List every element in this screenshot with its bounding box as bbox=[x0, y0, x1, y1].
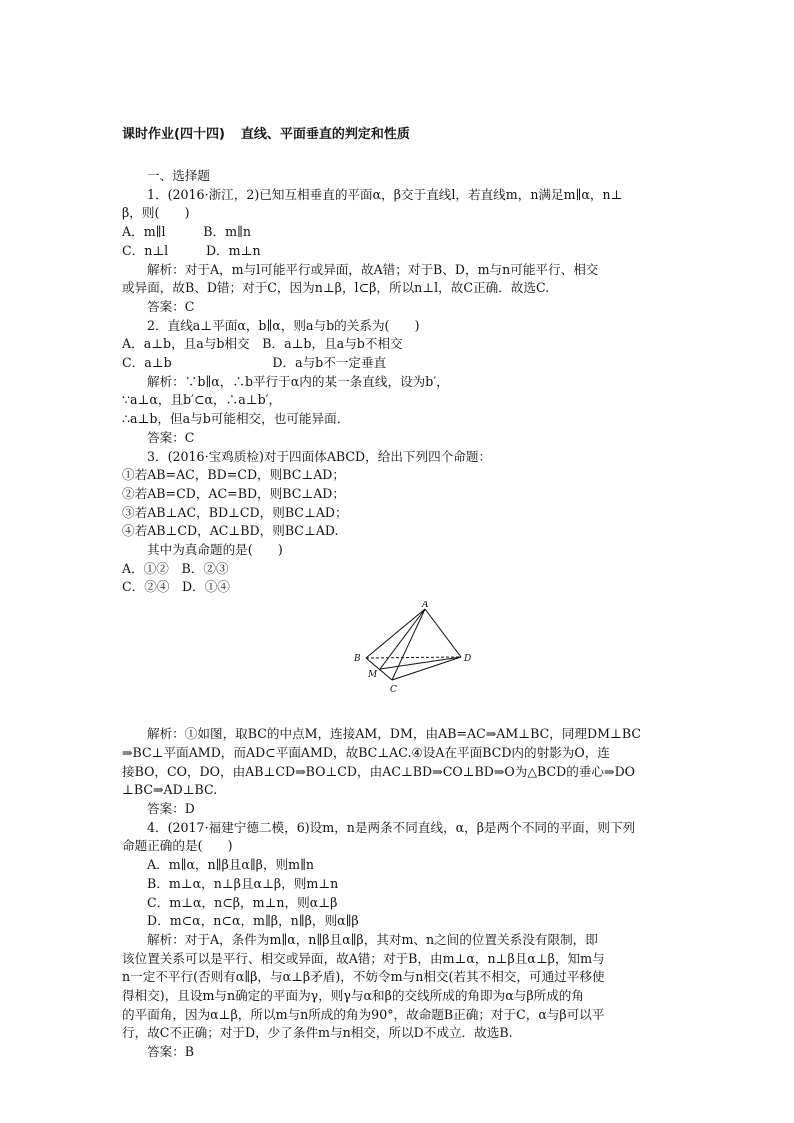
text-line: 命题正确的是( ) bbox=[122, 838, 233, 854]
label-C: C bbox=[390, 685, 397, 696]
text-line: 答案：B bbox=[147, 1044, 195, 1060]
edge-AC bbox=[392, 609, 425, 680]
label-A: A bbox=[422, 601, 429, 611]
text-line: A．m∥α，n∥β且α∥β，则m∥n bbox=[147, 857, 315, 873]
label-D: D bbox=[464, 654, 472, 665]
text-line: C．②④ D．①④ bbox=[122, 579, 230, 595]
document-body bbox=[122, 167, 676, 1062]
text-line: A．m∥l B．m∥n bbox=[122, 224, 251, 240]
questions-block-2 bbox=[122, 725, 676, 1062]
edge-AB bbox=[366, 609, 425, 658]
text-line: 解析：∵b∥α，∴b平行于α内的某一条直线，设为b′， bbox=[147, 373, 449, 389]
edge-CD bbox=[392, 657, 461, 680]
text-line: 解析：对于A，m与l可能平行或异面，故A错；对于B、D，m与n可能平行、相交 bbox=[147, 261, 599, 277]
text-line: ∵a⊥α，且b′⊂α，∴a⊥b′， bbox=[122, 392, 282, 408]
questions-block-1 bbox=[122, 167, 676, 597]
text-line: C．m⊥α，n⊂β，m⊥n，则α⊥β bbox=[147, 894, 338, 910]
text-line: 2．直线a⊥平面α，b∥α，则a与b的关系为( ) bbox=[147, 317, 420, 333]
text-line: 4．(2017·福建宁德二模，6)设m，n是两条不同直线，α，β是两个不同的平面，则下列 bbox=[147, 819, 636, 835]
text-line: 得相交)，且设m与n确定的平面为γ，则γ与α和β的交线所成的角即为α与β所成的角 bbox=[122, 988, 584, 1004]
text-line: ①若AB=AC，BD=CD，则BC⊥AD； bbox=[122, 467, 345, 483]
text-line: A．a⊥b，且a与b相交 B．a⊥b，且a与b不相交 bbox=[122, 336, 403, 352]
edge-AM bbox=[380, 609, 425, 669]
text-line: A．①② B．②③ bbox=[122, 560, 229, 576]
text-line: 行，故C不正确；对于D，少了条件m与n相交，所以D不成立．故选B. bbox=[122, 1025, 513, 1041]
text-line: 答案：C bbox=[147, 298, 195, 314]
text-line: C．n⊥l D．m⊥n bbox=[122, 242, 261, 258]
text-line: 的平面角，因为α⊥β，所以m与n所成的角为90°，故命题B正确；对于C，α与β可以平 bbox=[122, 1006, 605, 1022]
tetrahedron-figure bbox=[122, 601, 676, 719]
text-line: 解析：对于A，条件为m∥α，n∥β且α∥β，其对m、n之间的位置关系没有限制，即 bbox=[147, 931, 598, 947]
text-line: 1．(2016·浙江，2)已知互相垂直的平面α，β交于直线l，若直线m，n满足m∥α，n⊥ bbox=[147, 186, 623, 202]
text-line: 该位置关系可以是平行、相交或异面，故A错；对于B，由m⊥α，n⊥β且α⊥β，知m与 bbox=[122, 950, 605, 966]
edge-BD-hidden bbox=[366, 657, 461, 658]
text-line: ⇒BC⊥平面AMD，而AD⊂平面AMD，故BC⊥AC.④设A在平面BCD内的射影为O，连 bbox=[122, 744, 610, 760]
text-line: 或异面，故B、D错；对于C，因为n⊥β，l⊂β，所以n⊥l，故C正确．故选C. bbox=[122, 280, 550, 296]
page-title bbox=[122, 123, 410, 142]
text-line: ④若AB⊥CD，AC⊥BD，则BC⊥AD. bbox=[122, 523, 339, 539]
text-line: 一、选择题 bbox=[147, 168, 210, 183]
text-line: 答案：D bbox=[147, 800, 195, 816]
text-line: ②若AB=CD，AC=BD，则BC⊥AD； bbox=[122, 485, 345, 501]
text-line: 接BO，CO，DO，由AB⊥CD⇒BO⊥CD，由AC⊥BD⇒CO⊥BD⇒O为△BCD的垂心⇒DO bbox=[122, 763, 635, 779]
label-B: B bbox=[354, 654, 361, 665]
text-line: 答案：C bbox=[147, 429, 195, 445]
title-subtitle: 直线、平面垂直的判定和性质 bbox=[240, 127, 410, 142]
text-line: C．a⊥b D．a与b不一定垂直 bbox=[122, 355, 387, 371]
text-line: β，则( ) bbox=[122, 205, 190, 221]
text-line: ∴a⊥b，但a与b可能相交，也可能异面． bbox=[122, 411, 350, 427]
title-main: 课时作业(四十四) bbox=[122, 127, 225, 142]
text-line: B．m⊥α，n⊥β且α⊥β，则m⊥n bbox=[147, 875, 339, 891]
text-line: 解析：①如图，取BC的中点M，连接AM，DM，由AB=AC⇒AM⊥BC，同理DM⊥BC bbox=[147, 726, 641, 742]
edge-AD bbox=[425, 609, 461, 657]
edge-MD bbox=[380, 657, 461, 669]
text-line: ⊥BC⇒AD⊥BC. bbox=[122, 782, 218, 798]
text-line: 3．(2016·宝鸡质检)对于四面体ABCD，给出下列四个命题： bbox=[147, 448, 492, 464]
text-line: ③若AB⊥AC，BD⊥CD，则BC⊥AD； bbox=[122, 504, 348, 520]
label-M: M bbox=[368, 670, 378, 681]
tetrahedron-diagram bbox=[352, 601, 482, 715]
text-line: n一定不平行(否则有α∥β，与α⊥β矛盾)，不妨令m与n相交(若其不相交，可通过平移使 bbox=[122, 969, 605, 985]
text-line: 其中为真命题的是( ) bbox=[147, 542, 283, 558]
text-line: D．m⊂α，n⊂α，m∥β，n∥β，则α∥β bbox=[147, 913, 359, 929]
